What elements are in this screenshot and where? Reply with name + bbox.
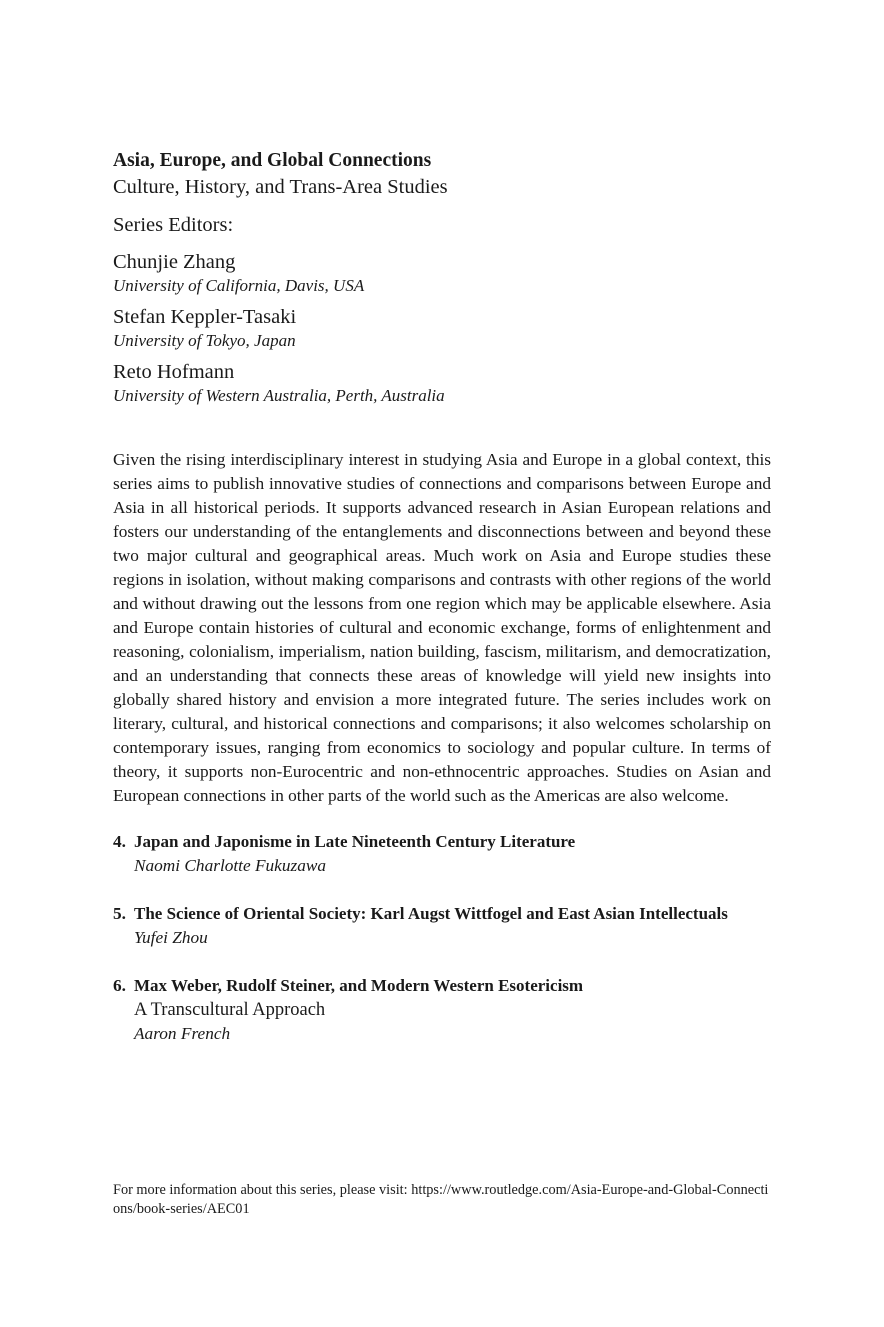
book-number: 6. [113, 976, 126, 995]
book-title: Japan and Japonisme in Late Nineteenth Century Literature [134, 832, 576, 851]
editor-name: Chunjie Zhang [113, 251, 236, 273]
editor-affiliation: University of Western Australia, Perth, Australia [113, 386, 445, 405]
editor-affiliation: University of California, Davis, USA [113, 276, 365, 295]
book-title: Max Weber, Rudolf Steiner, and Modern Western Esotericism [134, 976, 584, 995]
book-author: Aaron French [134, 1024, 231, 1043]
series-description: Given the rising interdisciplinary interest in studying Asia and Europe in a global context, this series aims to publish innovative studies of connections and comparisons between Europe and Asia in all historical periods. It supports advanced research in Asian European relations and fosters our understanding of the entanglements and disconnections between and beyond these two major cultural and geographical areas. Much work on Asia and Europe studies these regions in isolation, without making comparisons and contrasts with other regions of the world and without drawing out the lessons from one region which may be applicable elsewhere. Asia and Europe contain histories of cultural and economic exchange, forms of enlightenment and reasoning, colonialism, imperialism, nation building, fascism, militarism, and democratization, and an understanding that connects these areas of knowledge will yield new insights into globally shared history and envision a more integrated future. The series includes work on literary, cultural, and historical connections and comparisons; it also welcomes scholarship on contemporary issues, ranging from economics to sociology and popular culture. In terms of theory, it supports non-Eurocentric and non-ethnocentric approaches. Studies on Asian and European connections in other parts of the world such as the Americas are also welcome. [113, 450, 771, 805]
editor-entry [113, 249, 771, 296]
series-page [113, 148, 771, 1046]
book-entry [113, 974, 771, 1046]
series-subtitle: Culture, History, and Trans-Area Studies [113, 176, 448, 198]
book-number: 5. [113, 904, 126, 923]
book-author: Naomi Charlotte Fukuzawa [134, 856, 327, 875]
editor-entry [113, 359, 771, 406]
editors-heading: Series Editors: [113, 214, 234, 236]
editor-entry [113, 304, 771, 351]
book-author: Yufei Zhou [134, 928, 208, 947]
editor-name: Reto Hofmann [113, 361, 235, 383]
series-info-footer: For more information about this series, please visit: https://www.routledge.com/Asia-Europe-and-Global-Connections/book-series/AEC01 [113, 1182, 769, 1217]
book-title: The Science of Oriental Society: Karl Augst Wittfogel and East Asian Intellectuals [134, 904, 728, 923]
book-list [113, 830, 771, 1046]
editor-name: Stefan Keppler-Tasaki [113, 306, 297, 328]
book-entry [113, 830, 771, 878]
book-entry [113, 902, 771, 950]
book-subtitle: A Transcultural Approach [134, 1000, 326, 1020]
book-number: 4. [113, 832, 126, 851]
series-title: Asia, Europe, and Global Connections [113, 150, 432, 171]
editor-affiliation: University of Tokyo, Japan [113, 331, 296, 350]
